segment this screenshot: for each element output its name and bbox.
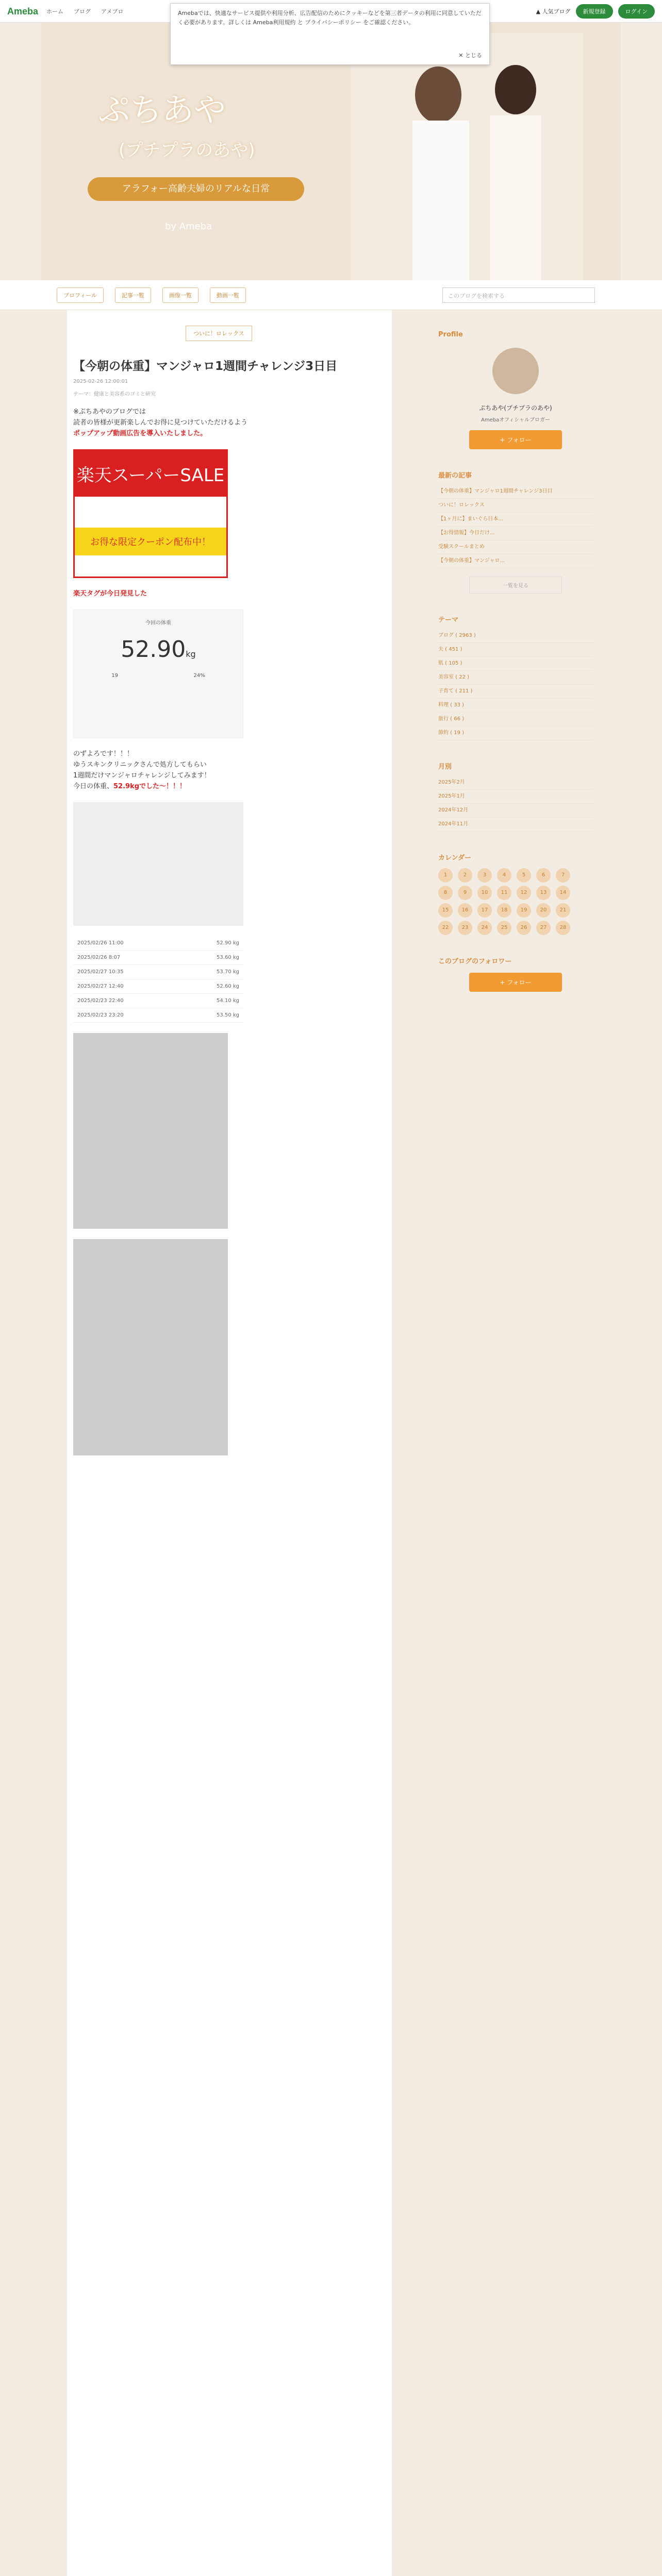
table-row: 2025/02/23 22:40 54.10 kg xyxy=(73,994,243,1008)
theme-list xyxy=(438,629,593,740)
calendar-day[interactable]: 18 xyxy=(497,903,511,918)
profile-heading: Profile xyxy=(438,331,463,338)
weight-text xyxy=(73,749,386,792)
table-row: 2025/02/26 11:00 52.90 kg xyxy=(73,936,243,951)
calendar-day[interactable]: 5 xyxy=(517,868,531,883)
list-item[interactable]: 【今朝の体重】マンジャロ1週間チャレンジ3日目 xyxy=(438,485,593,499)
blog-byline: by Ameba xyxy=(165,221,212,232)
calendar-day[interactable]: 14 xyxy=(556,886,570,900)
calendar-day[interactable]: 23 xyxy=(458,921,472,935)
sale-note: 楽天タグが今日発見した xyxy=(73,590,147,598)
calendar-day[interactable]: 10 xyxy=(477,886,492,900)
list-item[interactable]: 2025年2月 xyxy=(438,776,593,790)
login-button[interactable]: ログイン xyxy=(618,4,655,19)
calendar-day[interactable]: 28 xyxy=(556,921,570,935)
calendar-day[interactable]: 26 xyxy=(517,921,531,935)
theme-heading: テーマ xyxy=(438,616,459,624)
calendar-day[interactable]: 12 xyxy=(517,886,531,900)
list-item[interactable]: 夫 ( 451 ) xyxy=(438,643,593,657)
follower-heading: このブログのフォロワー xyxy=(438,958,512,965)
list-item[interactable]: ブログ ( 2963 ) xyxy=(438,629,593,643)
list-item[interactable]: 【お得情報】今日だけ... xyxy=(438,527,593,540)
text-line-4: 今日の体重、 xyxy=(73,783,114,790)
table-row: 2025/02/26 8:07 53.60 kg xyxy=(73,951,243,965)
calendar-day[interactable]: 21 xyxy=(556,903,570,918)
calendar-day[interactable]: 17 xyxy=(477,903,492,918)
article-theme[interactable]: テーマ：健康と美容系のゴミと研究 xyxy=(73,392,156,397)
intro-line-1: ※ぷちあやのブログでは xyxy=(73,408,146,416)
weight-chart xyxy=(73,802,243,926)
table-row: 2025/02/23 23:20 53.50 kg xyxy=(73,1008,243,1023)
article-title: 【今朝の体重】マンジャロ1週間チャレンジ3日目 xyxy=(73,360,338,373)
intro-line-3: ポップアップ動画広告を導入いたしました。 xyxy=(73,430,207,437)
recent-list xyxy=(438,485,593,568)
calendar-day[interactable]: 2 xyxy=(458,868,472,883)
month-list xyxy=(438,776,593,832)
coupon-text: お得な限定クーポン配布中！ xyxy=(75,528,226,555)
article-date: 2025-02-26 12:00:01 xyxy=(73,379,128,384)
table-row: 2025/02/27 10:35 53.70 kg xyxy=(73,965,243,979)
calendar-day[interactable]: 24 xyxy=(477,921,492,935)
list-item[interactable]: 節約 ( 19 ) xyxy=(438,726,593,740)
calendar-heading: カレンダー xyxy=(438,854,472,862)
calendar-day[interactable]: 13 xyxy=(536,886,551,900)
follow-button-bottom[interactable]: + フォロー xyxy=(469,973,562,992)
calendar-day[interactable]: 19 xyxy=(517,903,531,918)
text-line-5: 52.9kgでした〜！！！ xyxy=(113,783,187,790)
signup-button[interactable]: 新規登録 xyxy=(576,4,613,19)
related-badge[interactable]: ついに！ロレックス xyxy=(186,326,252,341)
rakuten-title: 楽天スーパーSALE xyxy=(75,451,226,497)
blog-search-input[interactable]: このブログを検索する xyxy=(442,287,595,303)
list-item[interactable]: 【1ヶ月に】まいぐら日本... xyxy=(438,513,593,527)
list-item[interactable]: 美容室 ( 22 ) xyxy=(438,671,593,685)
calendar-day[interactable]: 6 xyxy=(536,868,551,883)
weight-card xyxy=(73,609,243,738)
follow-button[interactable]: + フォロー xyxy=(469,430,562,449)
calendar-day[interactable]: 16 xyxy=(458,903,472,918)
article-photo xyxy=(73,1033,228,1229)
blog-tagline: アラフォー高齢夫婦のリアルな日常 xyxy=(88,177,304,201)
calendar-day[interactable]: 22 xyxy=(438,921,453,935)
calendar-day[interactable]: 11 xyxy=(497,886,511,900)
couple-photo xyxy=(351,33,583,280)
weight-card-label: 今回の体重 xyxy=(145,620,171,626)
calendar-day[interactable]: 25 xyxy=(497,921,511,935)
videos-tab[interactable]: 動画一覧 xyxy=(210,287,246,303)
product-photo[interactable] xyxy=(73,1239,228,1455)
nav-blog[interactable]: ブログ xyxy=(74,8,91,15)
calendar-day[interactable]: 20 xyxy=(536,903,551,918)
weight-unit: kg xyxy=(186,649,196,659)
article-intro xyxy=(73,406,386,439)
nav-home[interactable]: ホーム xyxy=(46,8,63,15)
profile-tab[interactable]: プロフィール xyxy=(57,287,104,303)
calendar-day[interactable]: 15 xyxy=(438,903,453,918)
calendar-day[interactable]: 3 xyxy=(477,868,492,883)
official-badge: Amebaオフィシャルブロガー xyxy=(481,417,550,423)
fat-value: 24% xyxy=(193,673,205,679)
list-item[interactable]: 2025年1月 xyxy=(438,790,593,804)
list-item[interactable]: 料理 ( 33 ) xyxy=(438,699,593,713)
calendar xyxy=(438,868,593,935)
weight-value: 52.90 xyxy=(121,636,186,663)
blog-subtitle: (プチプラのあや) xyxy=(119,140,255,161)
profile-name[interactable]: ぷちあや(プチプラのあや) xyxy=(479,404,552,412)
calendar-day[interactable]: 9 xyxy=(458,886,472,900)
recent-more-button[interactable]: 一覧を見る xyxy=(469,577,562,594)
nav-ameblo[interactable]: アメブロ xyxy=(101,8,124,15)
text-line-3: 1週間だけマンジャロチャレンジしてみます！ xyxy=(73,772,211,779)
images-tab[interactable]: 画像一覧 xyxy=(162,287,198,303)
calendar-day[interactable]: 7 xyxy=(556,868,570,883)
sidebar xyxy=(438,310,593,999)
list-item[interactable]: 2024年11月 xyxy=(438,818,593,832)
ameba-logo[interactable]: Ameba xyxy=(7,6,39,16)
cookie-notice-text: Amebaでは、快適なサービス提供や利用分析、広告配信のためにクッキーなどを第三者データの利用に同意していただく必要があります。詳しくは Ameba利用規約 と プライバシーポリシー をご確認ください。 xyxy=(178,10,482,26)
cookie-notice xyxy=(170,3,490,65)
blog-nav xyxy=(0,280,662,310)
month-heading: 月別 xyxy=(438,763,452,771)
bmi-value: 19 xyxy=(111,673,118,679)
cookie-close-button[interactable]: ✕ とじる xyxy=(458,52,482,59)
articles-tab[interactable]: 記事一覧 xyxy=(115,287,151,303)
list-item[interactable]: 肌 ( 105 ) xyxy=(438,657,593,671)
table-row: 2025/02/27 12:40 52.60 kg xyxy=(73,979,243,994)
avatar[interactable] xyxy=(492,348,539,394)
popular-blog-link[interactable]: ▲ 人気ブログ xyxy=(536,8,571,15)
calendar-day[interactable]: 1 xyxy=(438,868,453,883)
list-item[interactable]: ついに！ロレックス xyxy=(438,499,593,513)
calendar-day[interactable]: 8 xyxy=(438,886,453,900)
top-right xyxy=(536,4,655,19)
list-item[interactable]: 【今朝の体重】マンジャロ... xyxy=(438,554,593,568)
weight-log-table xyxy=(73,936,243,1023)
top-nav xyxy=(46,7,123,15)
article-main xyxy=(67,310,392,2576)
list-item[interactable]: 受験スクールまとめ xyxy=(438,540,593,554)
text-line-1: のずよろです！！！ xyxy=(73,750,134,758)
list-item[interactable]: 2024年12月 xyxy=(438,804,593,818)
text-line-2: ゆうスキンクリニックさんで処方してもらい xyxy=(73,761,207,769)
intro-line-2: 読者の皆様が更新楽しんでお得に見つけていただけるよう xyxy=(73,419,248,427)
list-item[interactable]: 子育て ( 211 ) xyxy=(438,685,593,699)
calendar-day[interactable]: 27 xyxy=(536,921,551,935)
top-bar xyxy=(0,0,662,59)
calendar-day[interactable]: 4 xyxy=(497,868,511,883)
rakuten-banner[interactable] xyxy=(73,449,228,578)
blog-title: ぷちあや xyxy=(98,91,226,129)
recent-heading: 最新の記事 xyxy=(438,472,472,480)
list-item[interactable]: 旅行 ( 66 ) xyxy=(438,713,593,726)
